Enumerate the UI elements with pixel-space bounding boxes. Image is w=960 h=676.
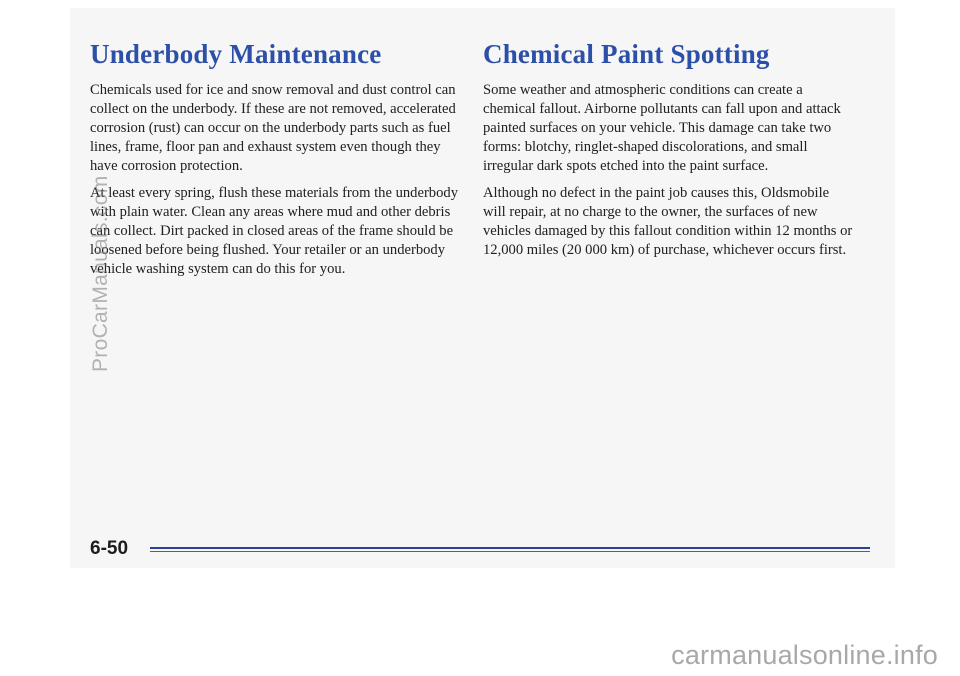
section-heading: Underbody Maintenance <box>90 39 382 69</box>
page-number: 6-50 <box>90 538 129 559</box>
section-heading: Chemical Paint Spotting <box>483 39 770 69</box>
bottom-watermark: carmanualsonline.info <box>671 640 938 670</box>
chemical-paint-spotting-section <box>483 38 855 268</box>
paragraph: Chemicals used for ice and snow removal and dust control can collect on the underbody. If these are not removed, accelerated corrosion (rust) can occur on the underbody parts such as fuel lines, frame, floor pan and exhaust system even though they have corrosion protection. <box>90 82 456 174</box>
side-watermark: ProCarManuals.com <box>89 175 112 372</box>
paragraph: At least every spring, flush these materials from the underbody with plain water. Clean any areas where mud and other debris can collect. Dirt packed in closed areas of the frame should be loosened before being flushed. Your retailer or an underbody vehicle washing system can do this for you. <box>90 185 458 277</box>
page-footer <box>90 537 870 561</box>
footer-rule-thin <box>150 551 870 552</box>
footer-rule <box>150 547 870 549</box>
underbody-maintenance-section <box>90 38 460 287</box>
paragraph: Although no defect in the paint job causes this, Oldsmobile will repair, at no charge to the owner, the surfaces of new vehicles damaged by this fallout condition within 12 months or 12,000 miles (20 000 km) of purchase, whichever occurs first. <box>483 185 853 258</box>
manual-page <box>70 8 895 568</box>
paragraph: Some weather and atmospheric conditions can create a chemical fallout. Airborne pollutants can fall upon and attack painted surfaces on your vehicle. This damage can take two forms: blotchy, ringlet-shaped discolorations, and small irregular dark spots etched into the paint surface. <box>483 82 841 174</box>
